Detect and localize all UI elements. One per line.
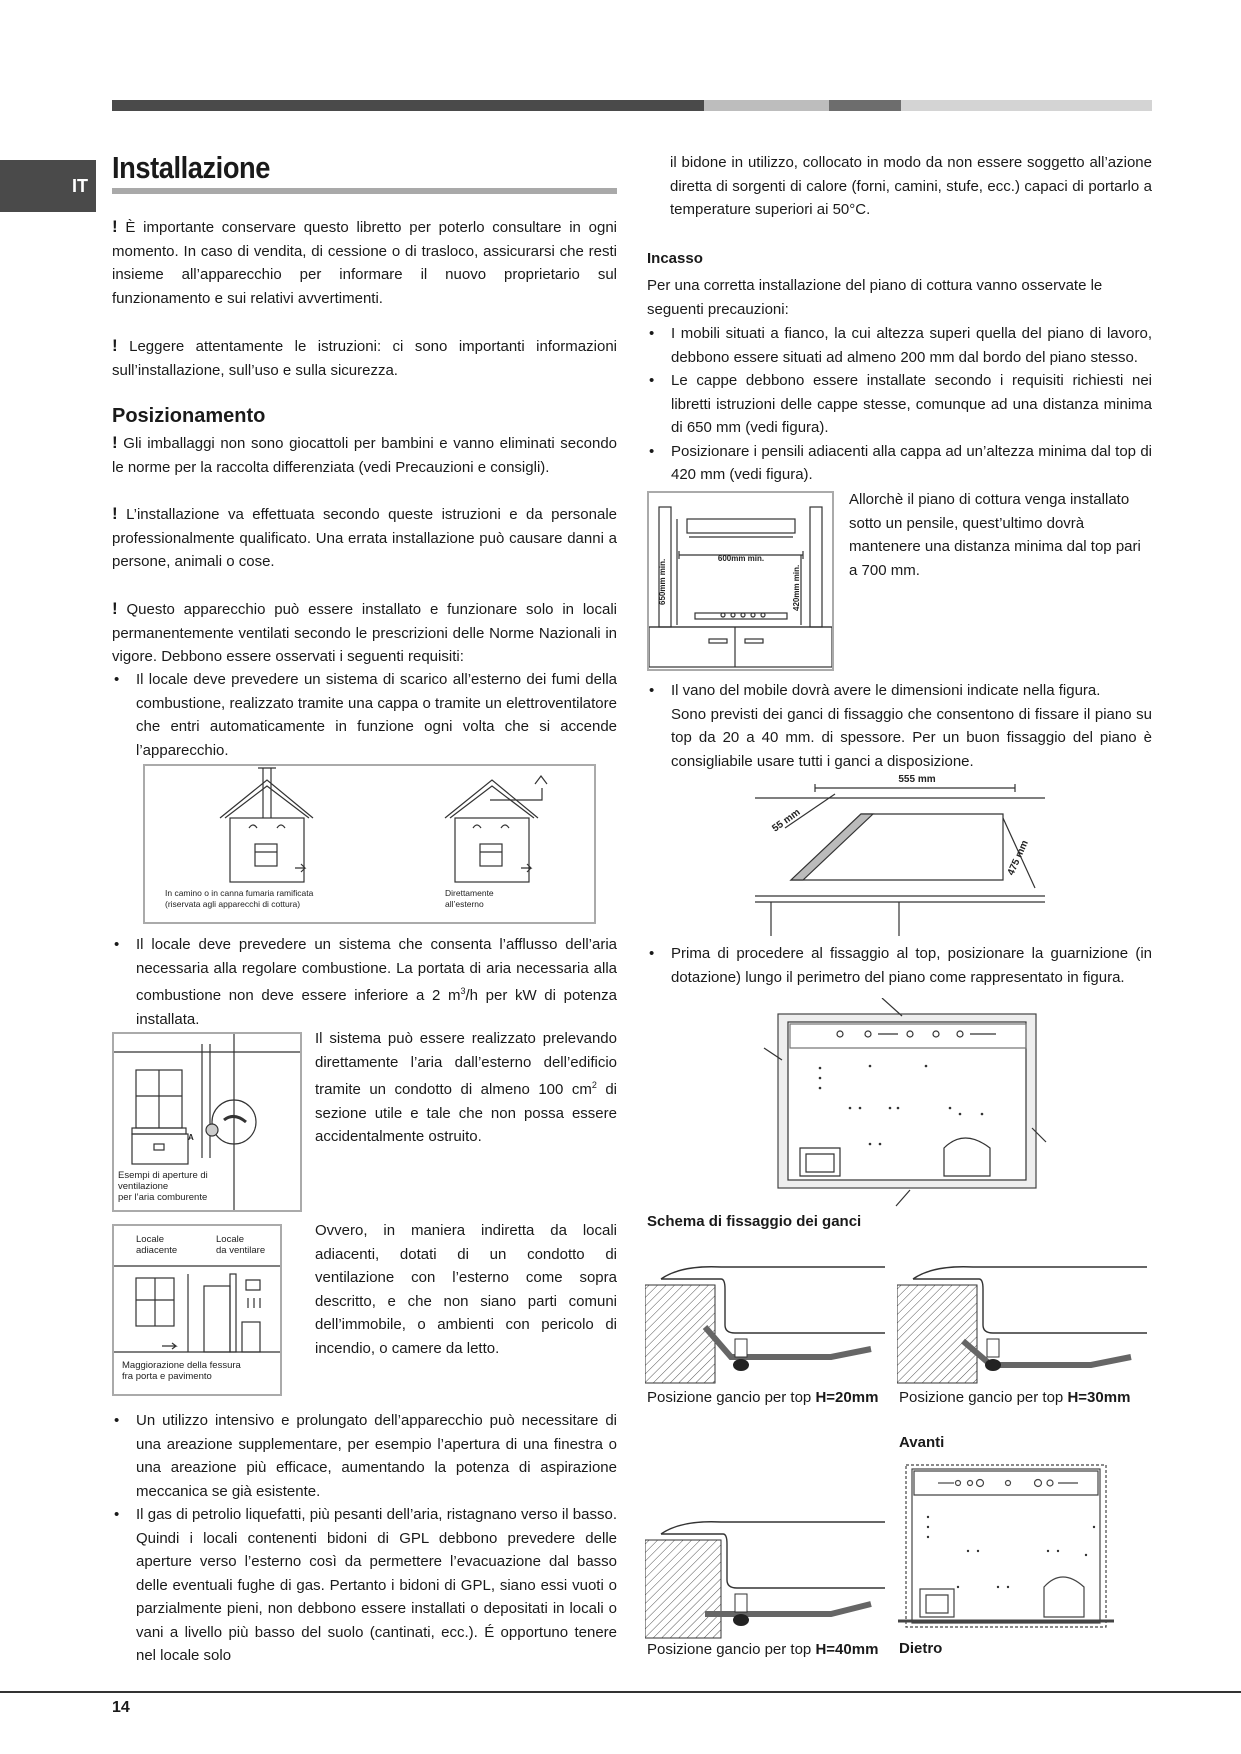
label-avanti: Avanti — [899, 1434, 945, 1451]
footer-rule — [0, 1691, 1241, 1693]
hood-clearance-illustration — [649, 493, 832, 669]
requirement-list-3 — [112, 1409, 617, 1668]
ventilation-illustration-1 — [114, 1034, 300, 1210]
fig1-caption-left-line2: (riservata agli apparecchi di cottura) — [165, 899, 301, 909]
hood-dim-width: 600mm min. — [717, 554, 765, 563]
incasso-intro: Per una corretta installazione del piano di cottura vanno osservate le seguenti precauzioni: — [647, 277, 1103, 318]
list-item: • Le cappe debbono essere installate secondo i requisiti richiesti nei libretti istruzioni delle cappe stesse, comunque ad una distanza minima di 650 mm (vedi figura). — [647, 369, 1152, 440]
list-item: • Posizionare i pensili adiacenti alla cappa ad un’altezza minima dal top di 420 mm (vedi figura). — [647, 440, 1152, 487]
language-tab-label: IT — [72, 176, 88, 196]
title-underline — [112, 188, 617, 194]
header-bar — [112, 100, 1152, 111]
posizionamento-paragraph-3: ! Questo apparecchio può essere installato e funzionare solo in locali permanentemente ventilati secondo le prescrizioni delle Norme Nazionali in vigore. Debbono essere osservati i seguenti requisiti: — [112, 599, 618, 665]
ventilation-figure-1 — [112, 1032, 302, 1212]
posizionamento-paragraph-1: ! Gli imballaggi non sono giocattoli per bambini e vanno eliminati secondo le norme per la raccolta differenziata (vedi Precauzioni e consigli). — [112, 433, 618, 476]
hob-orientation-figure — [898, 1457, 1114, 1647]
hook-30mm-figure — [897, 1255, 1147, 1385]
page-title: Installazione — [112, 150, 271, 185]
section-heading-schema: Schema di fissaggio dei ganci — [647, 1213, 862, 1230]
fig2-caption-line1: Esempi di aperture di — [118, 1170, 208, 1181]
list-item: • I mobili situati a fianco, la cui altezza superi quella del piano di lavoro, debbono essere situati ad almeno 200 mm dal bordo del piano stesso. — [647, 322, 1152, 369]
ventilation-figure-2 — [112, 1224, 282, 1396]
hood-clearance-text: Allorchè il piano di cottura venga installato sotto un pensile, quest’ultimo dovrà mantenere una distanza minima dal top pari a 700 mm. — [849, 491, 1141, 579]
hook-40-caption: Posizione gancio per top H=40mm — [647, 1641, 879, 1658]
requirement-list-1 — [112, 668, 617, 762]
list-item: • Il locale deve prevedere un sistema che consenta l’afflusso dell’aria necessaria alla regolare combustione. La portata di aria necessaria alla combustione non deve essere inferiore a 2 $m^3/h$ per kW di potenza installata. — [112, 933, 617, 1031]
fig3-caption-line1: Maggiorazione della fessura — [122, 1360, 241, 1371]
dim-55-label: 55 mm — [770, 806, 803, 835]
ventilation-text-1: Il sistema può essere realizzato prelevando direttamente l’aria dall’esterno dell’edificio tramite un condotto di almeno 100 $cm^2$ di sezione utile e tale che non possa essere accidentalmente ostruito. — [315, 1030, 617, 1145]
intro-paragraph-2: ! Leggere attentamente le istruzioni: ci sono importanti informazioni sull’installazione, sull’uso e sulla sicurezza. — [112, 336, 617, 379]
section-heading-incasso: Incasso — [647, 250, 703, 267]
ventilation-text-2: Ovvero, in maniera indiretta da locali adiacenti, dotati di un condotto di ventilazione con l’esterno come sopra descritto, e che non siano parti comuni dell’immobile, o ambienti con pericolo di incendio, o camere da letto. — [315, 1222, 617, 1357]
page-number: 14 — [112, 1699, 130, 1716]
fig1-caption-right-line2: all’esterno — [445, 899, 484, 909]
fig2-label-a: A — [188, 1133, 194, 1142]
list-item: • Il gas di petrolio liquefatti, più pesanti dell’aria, ristagnano verso il basso. Quindi i locali contenenti bidoni di GPL debbono prevedere delle aperture verso l’esterno così da permettere l’evacuazione dal basso delle eventuali fughe di gas. Pertanto i bidoni di GPL, siano essi vuoti o parzialmente pieni, non debbono essere installati o depositati in locali o vani a livello più basso del suolo (cantinati, ecc.). É opportuno tenere nel locale solo — [112, 1503, 617, 1668]
fig1-caption-left-line1: In camino o in canna fumaria ramificata — [165, 888, 314, 898]
cutout-dimension-figure — [755, 768, 1055, 938]
ventilation-illustration-2 — [114, 1226, 280, 1394]
list-item: • Il locale deve prevedere un sistema di scarico all’esterno dei fumi della combustione, realizzato tramite una cappa o tramite un elettroventilatore che entri automaticamente in funzione ogni volta che si accende l’apparecchio. — [112, 668, 617, 762]
fig1-caption-right-line1: Direttamente — [445, 888, 494, 898]
language-tab — [0, 160, 96, 212]
incasso-list — [647, 322, 1152, 487]
dim-475-label: 475 mm — [1005, 838, 1031, 878]
exhaust-illustration — [145, 766, 594, 922]
list-item: • Il vano del mobile dovrà avere le dimensioni indicate nella figura. Sono previsti dei ganci di fissaggio che consentono di fissare il piano su top da 20 a 40 mm. di spessore. Per un buon fissaggio del piano è consigliabile usare tutti i ganci a disposizione. — [647, 679, 1152, 773]
fig3-label-1a: Locale — [136, 1234, 164, 1245]
list-item: • Un utilizzo intensivo e prolungato dell’apparecchio può necessitare di una areazione supplementare, per esempio l’apertura di una finestra o una areazione più efficace, aumentando la potenza di aspirazione meccanica se già esistente. — [112, 1409, 617, 1503]
hood-dim-left: 650mm min. — [658, 558, 667, 605]
posizionamento-paragraph-2: ! L’installazione va effettuata secondo queste istruzioni e da personale professionalmente qualificato. Una errata installazione può causare danni a persone, animali o cose. — [112, 504, 618, 570]
hook-30-caption: Posizione gancio per top H=30mm — [899, 1389, 1131, 1406]
hook-20mm-figure — [645, 1255, 885, 1385]
dim-555-label: 555 mm — [898, 774, 936, 785]
fig3-label-1b: adiacente — [136, 1245, 178, 1256]
hood-clearance-figure — [647, 491, 834, 671]
fig3-caption-line2: fra porta e pavimento — [122, 1371, 212, 1382]
hook-20-caption: Posizione gancio per top H=20mm — [647, 1389, 879, 1406]
gasket-perimeter-figure — [760, 998, 1060, 1208]
hook-40mm-figure — [645, 1510, 885, 1640]
gasket-list — [647, 942, 1152, 989]
hood-dim-right: 420mm min. — [792, 564, 801, 611]
list-item: • Prima di procedere al fissaggio al top, posizionare la guarnizione (in dotazione) lungo il perimetro del piano come rappresentato in figura. — [647, 942, 1152, 989]
fig3-label-2b: da ventilare — [216, 1245, 266, 1256]
exhaust-figure — [143, 764, 596, 924]
requirement-list-2 — [112, 933, 617, 1031]
vano-list — [647, 679, 1152, 773]
section-heading-posizionamento: Posizionamento — [112, 405, 266, 427]
fig3-label-2a: Locale — [216, 1234, 244, 1245]
continued-paragraph: il bidone in utilizzo, collocato in modo da non essere soggetto all’azione diretta di sorgenti di calore (forni, camini, stufe, ecc.) capaci di portarlo a temperature superiori ai 50°C. — [670, 154, 1152, 218]
intro-paragraph-1: ! È importante conservare questo libretto per poterlo consultare in ogni momento. In caso di vendita, di cessione o di trasloco, assicurarsi che resti insieme all’apparecchio per informare il nuovo proprietario sul funzionamento e sui relativi avvertimenti. — [112, 217, 617, 307]
fig2-caption-line2: ventilazione — [118, 1181, 169, 1192]
fig2-caption-line3: per l’aria comburente — [118, 1192, 208, 1203]
label-dietro: Dietro — [899, 1640, 943, 1657]
